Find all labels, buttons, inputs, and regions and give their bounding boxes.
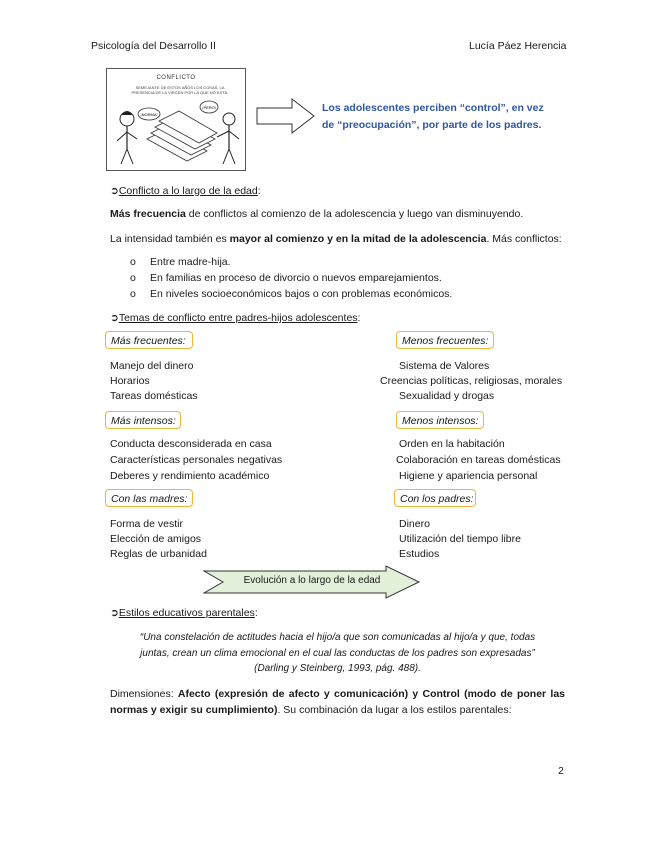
list-item: Forma de vestir (110, 518, 183, 530)
label-con-madres: Con las madres: (105, 489, 193, 507)
section-heading-temas: ➲Temas de conflicto entre padres-hijos adolescentes: (110, 312, 361, 324)
label-mas-intensos: Más intensos: (105, 411, 181, 429)
paragraph-dimensiones (110, 686, 565, 718)
section-heading-conflicto: ➲Conflicto a lo largo de la edad: (110, 185, 261, 197)
paragraph-frecuencia (110, 207, 523, 221)
list-item: Manejo del dinero (110, 360, 194, 372)
list-item: Deberes y rendimiento académico (110, 470, 270, 482)
label-menos-intensos: Menos intensos: (396, 411, 484, 429)
comic-drawing (107, 69, 245, 170)
bullet-marker: o (130, 288, 136, 300)
bold-phrase: Más frecuencia (110, 208, 186, 220)
paragraph-text: La intensidad también es (110, 233, 230, 245)
comic-bubble-left: ¡NORMA! (140, 112, 158, 117)
bullet-marker: o (130, 256, 136, 268)
list-item: Reglas de urbanidad (110, 548, 207, 560)
list-item: Sexualidad y drogas (399, 390, 495, 402)
section-heading-estilos: ➲Estilos educativos parentales: (110, 607, 258, 619)
callout-text (322, 100, 552, 134)
bold-phrase: mayor al comienzo y en la mitad de la adolescencia (229, 233, 487, 245)
quote-line-2: juntas, crean un clima emocional en el cual las conductas de los padres son expresadas” (140, 648, 535, 659)
list-item: Orden en la habitación (399, 438, 505, 450)
paragraph-intensidad (110, 232, 562, 246)
list-item: Estudios (399, 548, 440, 560)
section-title: Estilos educativos parentales (118, 607, 255, 619)
banner-text: Evolución a lo largo de la edad (243, 575, 381, 586)
callout-line-1: Los adolescentes perciben “control”, en vez (322, 102, 544, 114)
list-item: Conducta desconsiderada en casa (110, 438, 272, 450)
list-item: Características personales negativas (110, 454, 283, 466)
bold-phrase: normas y exigir su cumplimiento) (110, 704, 278, 716)
section-title: Temas de conflicto entre padres-hijos adolescentes (118, 312, 358, 324)
bold-phrase: Afecto (expresión de afecto y comunicación) y Control (modo de poner las (177, 688, 565, 700)
list-item: Elección de amigos (110, 533, 202, 545)
arrow-bullet-icon: ➲ (110, 312, 119, 324)
list-item: Horarios (110, 375, 150, 387)
list-item: Higiene y apariencia personal (399, 470, 538, 482)
paragraph-text: . Más conflictos: (486, 233, 562, 245)
page-number: 2 (558, 765, 564, 777)
list-item: Utilización del tiempo libre (399, 533, 521, 545)
list-item-text: En niveles socioeconómicos bajos o con problemas económicos. (150, 288, 453, 300)
label-con-padres: Con los padres: (394, 489, 476, 507)
arrow-bullet-icon: ➲ (110, 607, 119, 619)
quote-citation: (Darling y Steinberg, 1993, pág. 488). (254, 663, 421, 674)
list-item: Tareas domésticas (110, 390, 198, 402)
list-item: Dinero (399, 518, 430, 530)
section-title: Conflicto a lo largo de la edad (118, 185, 258, 197)
arrow-bullet-icon: ➲ (110, 185, 119, 197)
right-arrow-icon (256, 98, 316, 134)
label-mas-frecuentes: Más frecuentes: (105, 331, 193, 349)
paragraph-text: Dimensiones: (110, 688, 178, 700)
header-right: Lucía Páez Herencia (469, 40, 567, 52)
list-item: Sistema de Valores (399, 360, 490, 372)
header-left: Psicología del Desarrollo II (91, 40, 216, 52)
evolution-banner (203, 565, 421, 599)
comic-bubble-right: ¡PERO! (202, 105, 216, 110)
list-item-text: En familias en proceso de divorcio o nuevos emparejamientos. (150, 272, 442, 284)
list-item-text: Entre madre-hija. (150, 256, 231, 268)
paragraph-text: . Su combinación da lugar a los estilos parentales: (277, 704, 512, 716)
conflict-comic (106, 68, 246, 171)
comic-caption: SEMEJANTE DE ESTOS AÑOS LOS COSAS, LA PRESENCIA DE LA VIRGEN POR LA QUE NO ESTÁ. (131, 85, 229, 95)
callout-line-2: de “preocupación”, por parte de los padres. (322, 119, 542, 131)
quote-line-1: “Una constelación de actitudes hacia el hijo/a que son comunicadas al hijo/a y que, todas (139, 632, 536, 643)
list-item: Colaboración en tareas domésticas (396, 454, 561, 466)
list-item: Creencias políticas, religiosas, morales (380, 375, 563, 387)
comic-title: CONFLICTO (156, 75, 196, 81)
label-menos-frecuentes: Menos frecuentes: (396, 331, 494, 349)
bullet-marker: o (130, 272, 136, 284)
paragraph-text: de conflictos al comienzo de la adolescencia y luego van disminuyendo. (185, 208, 524, 220)
